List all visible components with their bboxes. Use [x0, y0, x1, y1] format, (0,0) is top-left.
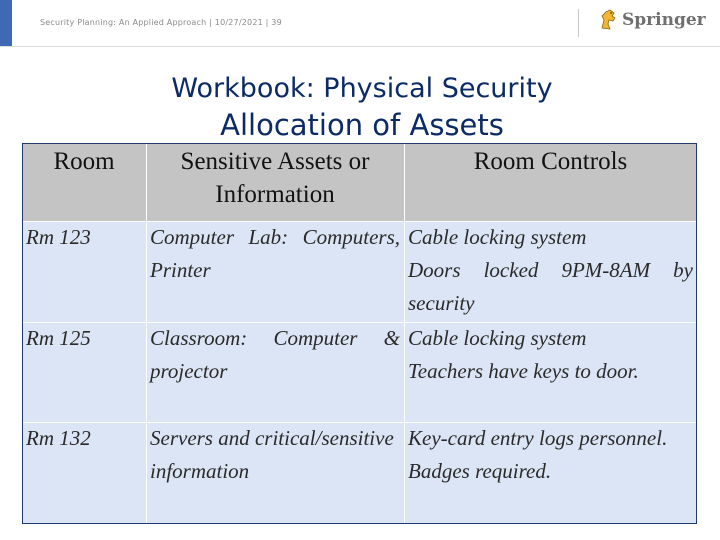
row-divider — [22, 221, 697, 222]
room-cell: Rm 125 — [26, 326, 91, 350]
header-divider — [578, 9, 579, 37]
assets-cell: Servers and critical/sensitive information — [146, 422, 404, 524]
controls-cell — [404, 422, 697, 524]
table-row — [22, 422, 146, 524]
room-cell: Rm 132 — [26, 426, 91, 450]
column-divider — [404, 143, 405, 524]
springer-logo — [598, 8, 706, 32]
control-item: Doors locked 9PM-8AM by security — [408, 258, 693, 315]
column-header-room: Room — [22, 143, 146, 221]
control-item: Badges required. — [408, 459, 552, 483]
control-item: Teachers have keys to door. — [408, 359, 639, 383]
assets-cell: Computer Lab: Computers, Printer — [146, 221, 404, 322]
column-header-assets: Sensitive Assets or Information — [146, 143, 404, 221]
accent-bar — [0, 0, 12, 46]
footer-text: Security Planning: An Applied Approach | 10/27/2021 | 39 — [40, 18, 282, 27]
room-cell: Rm 123 — [26, 225, 91, 249]
header-rule — [0, 46, 720, 47]
controls-cell — [404, 221, 697, 322]
column-divider — [146, 143, 147, 524]
assets-cell: Classroom: Computer & projector — [146, 322, 404, 422]
control-item: Cable locking system — [408, 326, 587, 350]
control-item: Cable locking system — [408, 225, 587, 249]
table-row — [22, 322, 146, 422]
slide-subtitle: Workbook: Physical Security — [171, 73, 553, 104]
springer-horse-icon — [598, 8, 618, 32]
controls-cell — [404, 322, 697, 422]
logo-text: Springer — [622, 10, 706, 30]
row-divider — [22, 422, 697, 423]
slide-title: Allocation of Assets — [220, 108, 504, 142]
assets-table — [22, 143, 697, 524]
row-divider — [22, 322, 697, 323]
table-row — [22, 221, 146, 322]
column-header-controls: Room Controls — [404, 143, 697, 221]
control-item: Key-card entry logs personnel. — [408, 426, 668, 450]
